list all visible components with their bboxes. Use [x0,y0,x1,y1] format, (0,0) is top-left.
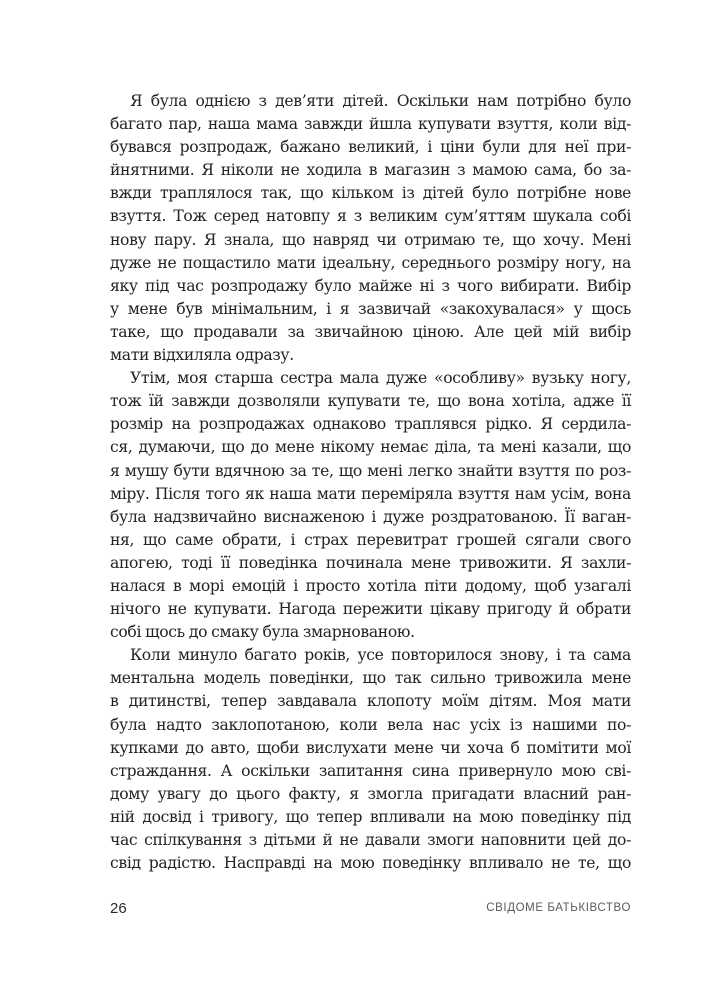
text-line [110,436,631,459]
text-line-content: яку під час розпродажу було майже ні з чого вибирати. Вибір [110,276,631,295]
text-line [110,413,631,436]
text-line-content: нову пару. Я знала, що навряд чи отримаю те, що хочу. Мені [110,230,631,249]
body-text [110,90,631,875]
text-line [110,506,631,529]
text-line [110,552,631,575]
text-line [110,90,631,113]
text-line [110,344,631,367]
paragraph [110,644,631,875]
text-line [110,136,631,159]
text-line [110,852,631,875]
text-line-content: я мушу бути вдячною за те, що мені легко знайти взуття по роз- [110,461,631,480]
text-line-content: ся, думаючи, що до мене нікому немає діла, та мені казали, що [110,438,631,457]
paragraph [110,90,631,367]
text-line [110,621,631,644]
text-line-content: собі щось до смаку була змарнованою. [110,623,415,642]
text-line [110,575,631,598]
text-line-content: Коли минуло багато років, усе повторилося знову, і та сама [130,646,631,665]
page-number: 26 [110,900,127,917]
text-line-content: купками до авто, щоби вислухати мене чи хоча б помітити мої [110,738,631,757]
text-line-content: ній досвід і тривогу, що тепер впливали на мою поведінку під [110,807,631,826]
text-line [110,159,631,182]
text-line [110,113,631,136]
text-line [110,690,631,713]
text-line-content: страждання. А оскільки запитання сина привернуло мою сві- [110,761,631,780]
text-line-content: бувався розпродаж, бажано великий, і ціни були для неї при- [110,138,631,157]
text-line [110,205,631,228]
text-line-content: апогею, тоді її поведінка починала мене тривожити. Я захли- [110,553,631,572]
text-line [110,829,631,852]
paragraph [110,367,631,644]
text-line [110,644,631,667]
text-line [110,182,631,205]
text-line-content: таке, що продавали за звичайною ціною. Але цей мій вибір [110,322,631,341]
text-line-content: свід радістю. Насправді на мою поведінку впливало не те, що [110,854,631,873]
text-line [110,783,631,806]
text-line [110,667,631,690]
text-line-content: була надто заклопотаною, коли вела нас усіх із нашими по- [110,715,631,734]
text-line [110,483,631,506]
text-line-content: ня, що саме обрати, і страх перевитрат грошей сягали свого [110,530,631,549]
text-line [110,737,631,760]
text-line-content: ментальна модель поведінки, що так сильно тривожила мене [110,669,631,688]
text-line [110,321,631,344]
text-line [110,275,631,298]
text-line [110,229,631,252]
text-line-content: міру. Після того як наша мати переміряла взуття нам усім, вона [110,484,631,503]
text-line-content: налася в морі емоцій і просто хотіла піти додому, щоб узагалі [110,576,631,595]
text-line-content: тож їй завжди дозволяли купувати те, що вона хотіла, адже її [110,392,631,411]
text-line-content: вжди траплялося так, що кільком із дітей було потрібне нове [110,184,631,203]
text-line-content: час спілкування з дітьми й не давали змоги наповнити цей до- [110,831,631,849]
text-line [110,298,631,321]
text-line [110,806,631,829]
text-line [110,367,631,390]
text-line-content: мати відхиляла одразу. [110,346,294,365]
text-line-content: дуже не пощастило мати ідеальну, середнього розміру ногу, на [110,253,631,272]
text-line-content: розмір на розпродажах однаково траплявся рідко. Я сердила- [110,415,631,434]
text-line-content: була надзвичайно виснаженою і дуже роздратованою. Її ваган- [110,507,631,526]
page-footer [110,900,631,920]
text-line [110,252,631,275]
text-line [110,460,631,483]
text-line-content: у мене був мінімальним, і я зазвичай «закохувалася» у щось [110,299,631,318]
text-line-content: в дитинстві, тепер завдавала клопоту моїм дітям. Моя мати [110,692,631,711]
text-line [110,598,631,621]
text-line [110,760,631,783]
text-line-content: взуття. Тож серед натовпу я з великим сум’яттям шукала собі [110,207,631,226]
text-line-content: йнятними. Я ніколи не ходила в магазин з мамою сама, бо за- [110,161,631,180]
text-line [110,390,631,413]
running-title: СВІДОМЕ БАТЬКІВСТВО [486,902,631,914]
text-line-content: Утім, моя старша сестра мала дуже «особливу» вузьку ногу, [130,369,631,388]
text-line-content: Я була однією з дев’яти дітей. Оскільки нам потрібно було [130,92,631,110]
text-line-content: дому увагу до цього факту, я змогла пригадати власний ран- [110,784,631,803]
text-line [110,529,631,552]
text-line-content: багато пар, наша мама завжди йшла купувати взуття, коли від- [110,115,631,134]
text-line [110,714,631,737]
text-line-content: нічого не купувати. Нагода пережити цікаву пригоду й обрати [110,600,631,619]
